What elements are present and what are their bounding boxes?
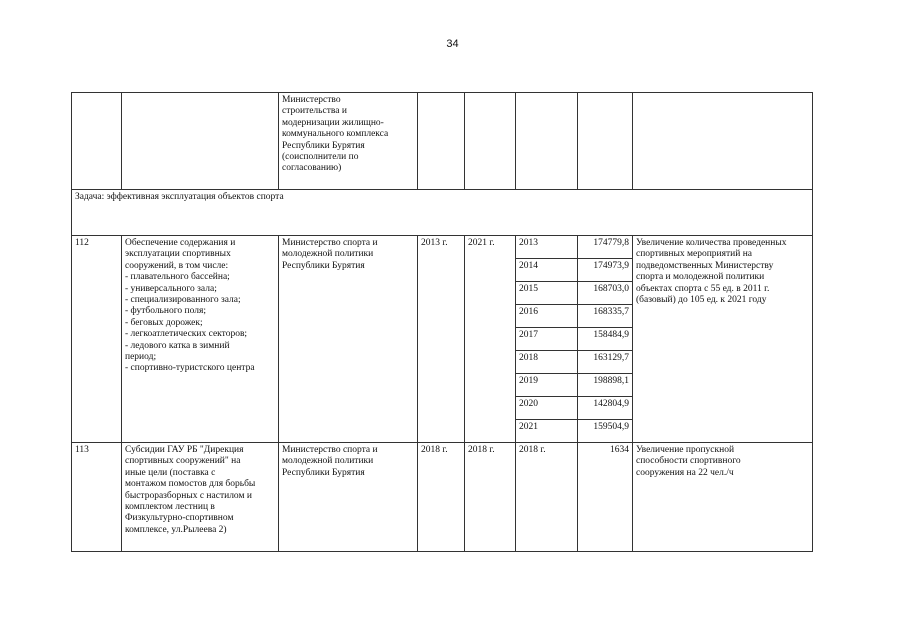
cell-value: 159504,9 [578, 420, 633, 443]
cell-value: 163129,7 [578, 351, 633, 374]
cell-year: 2017 [516, 328, 578, 351]
cell-year: 2018 г. [516, 443, 578, 552]
table-row-113 [72, 443, 813, 552]
cell-value [578, 93, 633, 190]
cell-value: 158484,9 [578, 328, 633, 351]
cell-id: 112 [72, 236, 122, 443]
cell-year: 2021 [516, 420, 578, 443]
cell-start: 2013 г. [418, 236, 465, 443]
cell-id [72, 93, 122, 190]
cell-year: 2016 [516, 305, 578, 328]
cell-start [418, 93, 465, 190]
cell-year: 2013 [516, 236, 578, 259]
cell-name: Обеспечение содержания и эксплуатации спортивных сооружений, в том числе: - плавательного бассейна; - универсального зала; - специализированного зала; - футбольного поля; - беговых дорожек; - легкоатлетических секторов; - ледового катка в зимний период; - спортивно-туристского центра [122, 236, 279, 443]
task-row [72, 190, 813, 236]
cell-result [633, 93, 813, 190]
cell-value: 168335,7 [578, 305, 633, 328]
cell-id: 113 [72, 443, 122, 552]
cell-result: Увеличение пропускной способности спортивного сооружения на 22 чел./ч [633, 443, 813, 552]
cell-value: 198898,1 [578, 374, 633, 397]
cell-start: 2018 г. [418, 443, 465, 552]
cell-name: Субсидии ГАУ РБ "Дирекция спортивных сооружений" на иные цели (поставка с монтажом помостов для борьбы быстроразборных с настилом и комплектом лестниц в Физкультурно-спортивном комплексе, ул.Рылеева 2) [122, 443, 279, 552]
cell-end: 2021 г. [465, 236, 516, 443]
cell-end [465, 93, 516, 190]
cell-year: 2020 [516, 397, 578, 420]
cell-result: Увеличение количества проведенных спортивных мероприятий на подведомственных Министерству спорта и молодежной политики объектах спорта с 55 ед. в 2011 г. (базовый) до 105 ед. к 2021 году [633, 236, 813, 443]
cell-year: 2018 [516, 351, 578, 374]
cell-executor: Министерство спорта и молодежной политики Республики Бурятия [279, 236, 418, 443]
cell-year [516, 93, 578, 190]
cell-year: 2015 [516, 282, 578, 305]
cell-value: 142804,9 [578, 397, 633, 420]
task-title: Задача: эффективная эксплуатация объектов спорта [72, 190, 813, 236]
cell-value: 174779,8 [578, 236, 633, 259]
table-row-112 [72, 236, 813, 259]
cell-end: 2018 г. [465, 443, 516, 552]
continuation-row [72, 93, 813, 190]
cell-executor: Министерство строительства и модернизации жилищно- коммунального комплекса Республики Бурятия (соисполнители по согласованию) [279, 93, 418, 190]
page-number: 34 [446, 38, 459, 50]
cell-year: 2014 [516, 259, 578, 282]
cell-name [122, 93, 279, 190]
cell-value: 1634 [578, 443, 633, 552]
cell-value: 168703,0 [578, 282, 633, 305]
cell-executor: Министерство спорта и молодежной политики Республики Бурятия [279, 443, 418, 552]
cell-value: 174973,9 [578, 259, 633, 282]
cell-year: 2019 [516, 374, 578, 397]
program-table [71, 92, 813, 552]
